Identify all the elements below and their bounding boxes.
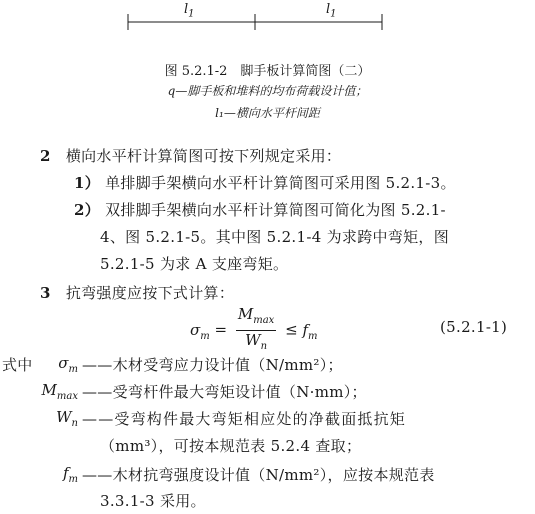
- section-2-number: 2: [40, 147, 51, 165]
- definitions-intro: 式中: [2, 356, 33, 374]
- item-1-number: 1）: [74, 174, 101, 192]
- def-1-text: ——木材受弯应力设计值（N/mm²）；: [82, 356, 343, 374]
- def-4-symbol: $f_m$: [62, 464, 78, 485]
- formula-numerator: $M_{max}$: [236, 305, 276, 331]
- formula-5-2-1-1: [190, 305, 318, 356]
- section-2-heading: [40, 145, 341, 166]
- span-label-1: $l_1$: [184, 2, 195, 20]
- section-3-text: 抗弯强度应按下式计算：: [65, 284, 235, 302]
- formula-rhs: $f_m$: [302, 320, 318, 342]
- formula-leq: ≤: [285, 320, 298, 339]
- section-3-heading: [40, 282, 234, 303]
- item-2-number: 2）: [74, 201, 101, 219]
- def-4-line-1: ——木材抗弯强度设计值（N/mm²），应按本规范表: [82, 466, 435, 484]
- figure-legend-q: q—脚手板和堆料的均布荷载设计值；: [167, 84, 368, 98]
- def-2-text: ——受弯杆件最大弯矩设计值（N·mm）；: [82, 383, 367, 401]
- section-2-item-2-line-3: 5.2.1-5 为求 A 支座弯矩。: [100, 255, 289, 273]
- formula-denominator: $W_n$: [245, 331, 268, 352]
- def-3-line-1: ——受弯构件最大弯矩相应处的净截面抵抗矩: [82, 410, 407, 428]
- section-3-number: 3: [40, 284, 51, 302]
- def-2-symbol: $M_{max}$: [41, 381, 78, 402]
- formula-lhs: $\sigma_m$: [190, 320, 210, 342]
- section-2-item-1: [74, 172, 456, 193]
- def-4-line-2: 3.3.1-3 采用。: [100, 492, 206, 510]
- formula-label: (5.2.1-1): [440, 318, 508, 336]
- formula-fraction: [236, 305, 276, 356]
- item-2-line-1: 双排脚手架横向水平杆计算简图可简化为图 5.2.1-: [105, 201, 446, 219]
- section-2-item-2: [74, 199, 446, 220]
- figure-legend-l1: l₁—横向水平杆间距: [215, 106, 320, 120]
- item-1-text: 单排脚手架横向水平杆计算简图可采用图 5.2.1-3。: [105, 174, 456, 192]
- def-3-symbol: $W_n$: [56, 408, 78, 429]
- span-label-2: $l_1$: [326, 2, 337, 20]
- section-2-text: 横向水平杆计算简图可按下列规定采用：: [65, 147, 342, 165]
- section-2-item-2-line-2: 4、图 5.2.1-5。其中图 5.2.1-4 为求跨中弯矩，图: [100, 228, 450, 246]
- def-3-line-2: （mm³），可按本规范表 5.2.4 查取；: [100, 437, 362, 455]
- figure-caption: 图 5.2.1-2 脚手板计算简图（二）: [164, 64, 371, 79]
- span-dimension-diagram: [0, 0, 535, 40]
- formula-equals: =: [214, 320, 228, 339]
- def-1-symbol: $\sigma_m$: [58, 354, 78, 375]
